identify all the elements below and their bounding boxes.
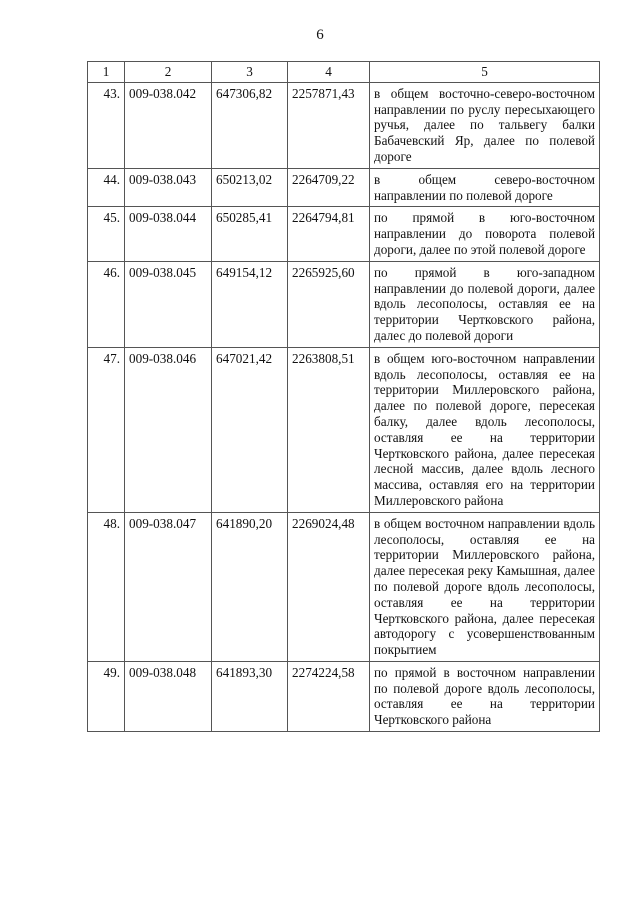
y-coordinate: 2257871,43 (288, 82, 370, 168)
table-row (88, 207, 600, 261)
column-header: 3 (212, 62, 288, 83)
point-number: 46. (88, 261, 125, 347)
point-number: 47. (88, 347, 125, 512)
point-code: 009-038.046 (125, 347, 212, 512)
boundary-description: по прямой в юго-восточном направлении до поворота полевой дороги, далее по этой полевой дороге (370, 207, 600, 261)
y-coordinate: 2264709,22 (288, 168, 370, 207)
table-header-row (88, 62, 600, 83)
x-coordinate: 650213,02 (212, 168, 288, 207)
x-coordinate: 649154,12 (212, 261, 288, 347)
table-row (88, 512, 600, 661)
y-coordinate: 2274224,58 (288, 661, 370, 731)
table-row (88, 347, 600, 512)
y-coordinate: 2263808,51 (288, 347, 370, 512)
point-code: 009-038.048 (125, 661, 212, 731)
y-coordinate: 2264794,81 (288, 207, 370, 261)
table-row (88, 82, 600, 168)
x-coordinate: 647306,82 (212, 82, 288, 168)
column-header: 4 (288, 62, 370, 83)
point-number: 44. (88, 168, 125, 207)
point-code: 009-038.044 (125, 207, 212, 261)
point-number: 43. (88, 82, 125, 168)
column-header: 5 (370, 62, 600, 83)
point-code: 009-038.047 (125, 512, 212, 661)
point-number: 48. (88, 512, 125, 661)
table-row (88, 661, 600, 731)
boundary-description: по прямой в восточном направлении по полевой дороге вдоль лесополосы, оставляя ее на территории Чертковского района (370, 661, 600, 731)
x-coordinate: 647021,42 (212, 347, 288, 512)
y-coordinate: 2265925,60 (288, 261, 370, 347)
table-row (88, 168, 600, 207)
boundary-description: по прямой в юго-западном направлении до полевой дороги, далее вдоль лесополосы, оставляя ее на территории Чертковского района, далес до полевой дороги (370, 261, 600, 347)
boundary-description: в общем восточно-северо-восточном направлении по руслу пересыхающего ручья, далее по тальвегу балки Бабачевский Яр, далее по полевой дороге (370, 82, 600, 168)
x-coordinate: 641893,30 (212, 661, 288, 731)
x-coordinate: 641890,20 (212, 512, 288, 661)
point-number: 49. (88, 661, 125, 731)
y-coordinate: 2269024,48 (288, 512, 370, 661)
boundary-description: в общем юго-восточном направлении вдоль лесополосы, оставляя ее на территории Миллеровского района, далее по полевой дороге, пересекая балку, далее вдоль лесополосы, оставляя ее на территории Чертковского района, далее пересекая лесной массив, далее вдоль лесного массива, оставляя его на территории Миллеровского района (370, 347, 600, 512)
point-code: 009-038.045 (125, 261, 212, 347)
x-coordinate: 650285,41 (212, 207, 288, 261)
column-header: 1 (88, 62, 125, 83)
point-code: 009-038.043 (125, 168, 212, 207)
page-number: 6 (316, 27, 324, 43)
point-code: 009-038.042 (125, 82, 212, 168)
boundary-description: в общем северо-восточном направлении по полевой дороге (370, 168, 600, 207)
column-header: 2 (125, 62, 212, 83)
boundary-description: в общем восточном направлении вдоль лесополосы, оставляя ее на территории Миллеровского района, далее пересекая реку Камышная, далее по полевой дороге вдоль лесополосы, оставляя ее на территории Чертковского района, далее пересекая автодорогу с усовершенствованным покрытием (370, 512, 600, 661)
point-number: 45. (88, 207, 125, 261)
boundary-points-table (87, 61, 600, 732)
table-row (88, 261, 600, 347)
